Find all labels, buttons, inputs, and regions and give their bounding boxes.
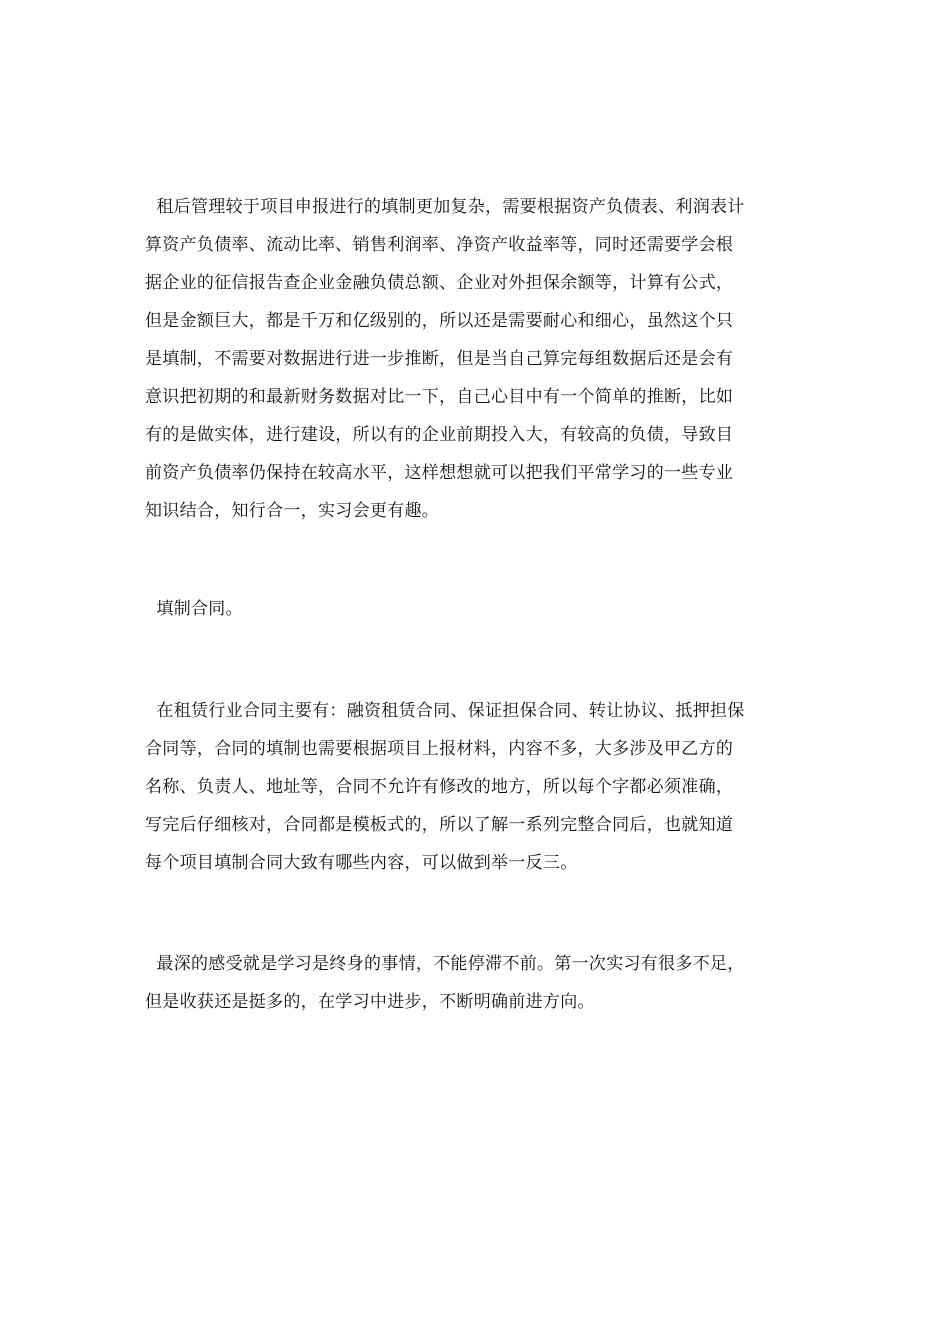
text-line: 填制合同。 — [145, 599, 243, 619]
text-line: 但是收获还是挺多的，在学习中进步，不断明确前进方向。 — [145, 992, 595, 1012]
text-line: 据企业的征信报告查企业金融负债总额、企业对外担保余额等，计算有公式， — [145, 273, 734, 293]
text-line: 算资产负债率、流动比率、销售利润率、净资产收益率等，同时还需要学会根 — [145, 235, 734, 255]
text-line: 最深的感受就是学习是终身的事情，不能停滞不前。第一次实习有很多不足， — [145, 954, 745, 974]
text-line: 意识把初期的和最新财务数据对比一下，自己心目中有一个简单的推断，比如 — [145, 387, 734, 407]
text-line: 是填制，不需要对数据进行进一步推断，但是当自己算完每组数据后还是会有 — [145, 349, 734, 369]
text-line: 写完后仔细核对，合同都是模板式的，所以了解一系列完整合同后，也就知道 — [145, 815, 734, 835]
text-line: 有的是做实体，进行建设，所以有的企业前期投入大，有较高的负债，导致目 — [145, 425, 734, 445]
text-line: 知识结合，知行合一，实习会更有趣。 — [145, 501, 440, 521]
text-line: 在租赁行业合同主要有：融资租赁合同、保证担保合同、转让协议、抵押担保 — [145, 701, 745, 721]
text-line: 但是金额巨大，都是千万和亿级别的，所以还是需要耐心和细心，虽然这个只 — [145, 311, 734, 331]
text-line: 合同等，合同的填制也需要根据项目上报材料，内容不多，大多涉及甲乙方的 — [145, 739, 734, 759]
text-line: 每个项目填制合同大致有哪些内容，可以做到举一反三。 — [145, 853, 578, 873]
paragraph-leasing-contracts — [145, 692, 817, 882]
text-line: 租后管理较于项目申报进行的填制更加复杂，需要根据资产负债表、利润表计 — [145, 197, 745, 217]
text-line: 名称、负责人、地址等，合同不允许有修改的地方，所以每个字都必须准确， — [145, 777, 734, 797]
text-line: 前资产负债率仍保持在较高水平，这样想想就可以把我们平常学习的一些专业 — [145, 463, 734, 483]
paragraph-post-lease-management — [145, 188, 817, 530]
paragraph-fill-contract-heading — [145, 590, 817, 628]
paragraph-reflection — [145, 945, 817, 1021]
